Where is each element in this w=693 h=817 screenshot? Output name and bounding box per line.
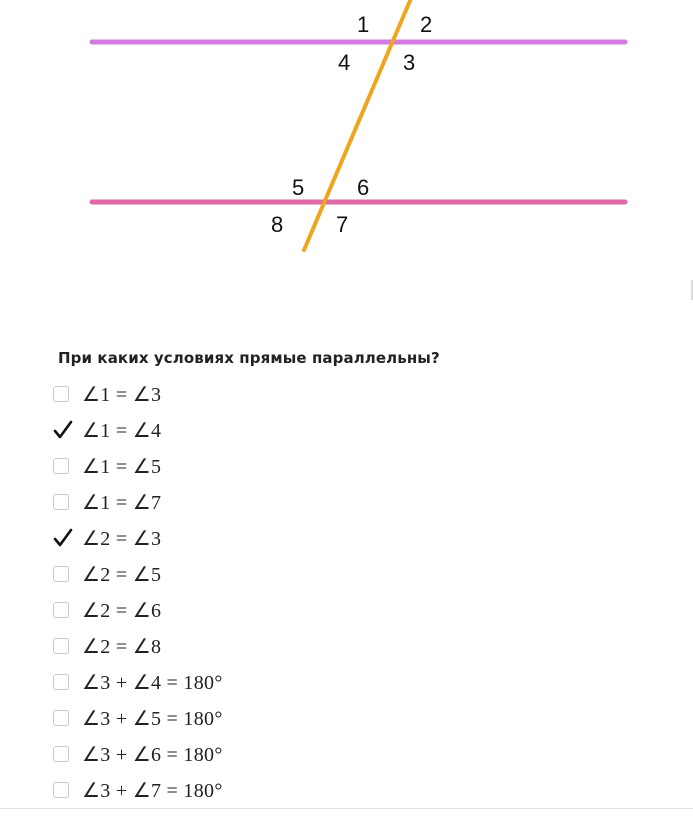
checkbox[interactable]	[53, 458, 69, 474]
angle-label-6: 6	[357, 175, 370, 200]
option-label: ∠2 = ∠3	[82, 527, 162, 550]
option-label: ∠3 + ∠4 = 180°	[82, 671, 223, 694]
angle-label-2: 2	[420, 12, 433, 37]
checkbox[interactable]	[53, 746, 69, 762]
checkbox[interactable]	[53, 602, 69, 618]
option-11[interactable]	[53, 736, 223, 772]
question-text: При каких условиях прямые параллельны?	[58, 349, 440, 367]
angle-label-7: 7	[336, 212, 349, 237]
transversal-line	[304, 0, 412, 250]
option-label: ∠1 = ∠5	[82, 455, 162, 478]
option-3[interactable]	[53, 448, 161, 484]
option-label: ∠3 + ∠5 = 180°	[82, 707, 223, 730]
option-label: ∠3 + ∠6 = 180°	[82, 743, 223, 766]
checkbox[interactable]	[53, 530, 69, 546]
option-label: ∠1 = ∠4	[82, 419, 162, 442]
option-label: ∠2 = ∠5	[82, 563, 162, 586]
option-label: ∠1 = ∠3	[82, 383, 162, 406]
parallel-lines-figure	[0, 0, 693, 300]
option-label: ∠2 = ∠8	[82, 635, 162, 658]
angle-label-1: 1	[357, 12, 370, 37]
option-5[interactable]	[53, 520, 161, 556]
option-1[interactable]	[53, 376, 161, 412]
checkbox[interactable]	[53, 674, 69, 690]
checkmark-icon	[53, 419, 73, 441]
checkbox[interactable]	[53, 422, 69, 438]
option-label: ∠2 = ∠6	[82, 599, 162, 622]
option-6[interactable]	[53, 556, 161, 592]
option-9[interactable]	[53, 664, 223, 700]
option-label: ∠1 = ∠7	[82, 491, 162, 514]
option-8[interactable]	[53, 628, 161, 664]
checkbox[interactable]	[53, 782, 69, 798]
angle-label-3: 3	[403, 50, 416, 75]
checkmark-icon	[53, 527, 73, 549]
angle-label-4: 4	[338, 50, 351, 75]
checkbox[interactable]	[53, 494, 69, 510]
checkbox[interactable]	[53, 710, 69, 726]
checkbox[interactable]	[53, 638, 69, 654]
bottom-divider	[0, 808, 693, 809]
option-2[interactable]	[53, 412, 161, 448]
angle-label-5: 5	[292, 175, 305, 200]
angle-label-8: 8	[271, 212, 284, 237]
checkbox[interactable]	[53, 566, 69, 582]
option-label: ∠3 + ∠7 = 180°	[82, 779, 223, 802]
option-10[interactable]	[53, 700, 223, 736]
option-4[interactable]	[53, 484, 161, 520]
option-12[interactable]	[53, 772, 223, 808]
checkbox[interactable]	[53, 386, 69, 402]
option-7[interactable]	[53, 592, 161, 628]
